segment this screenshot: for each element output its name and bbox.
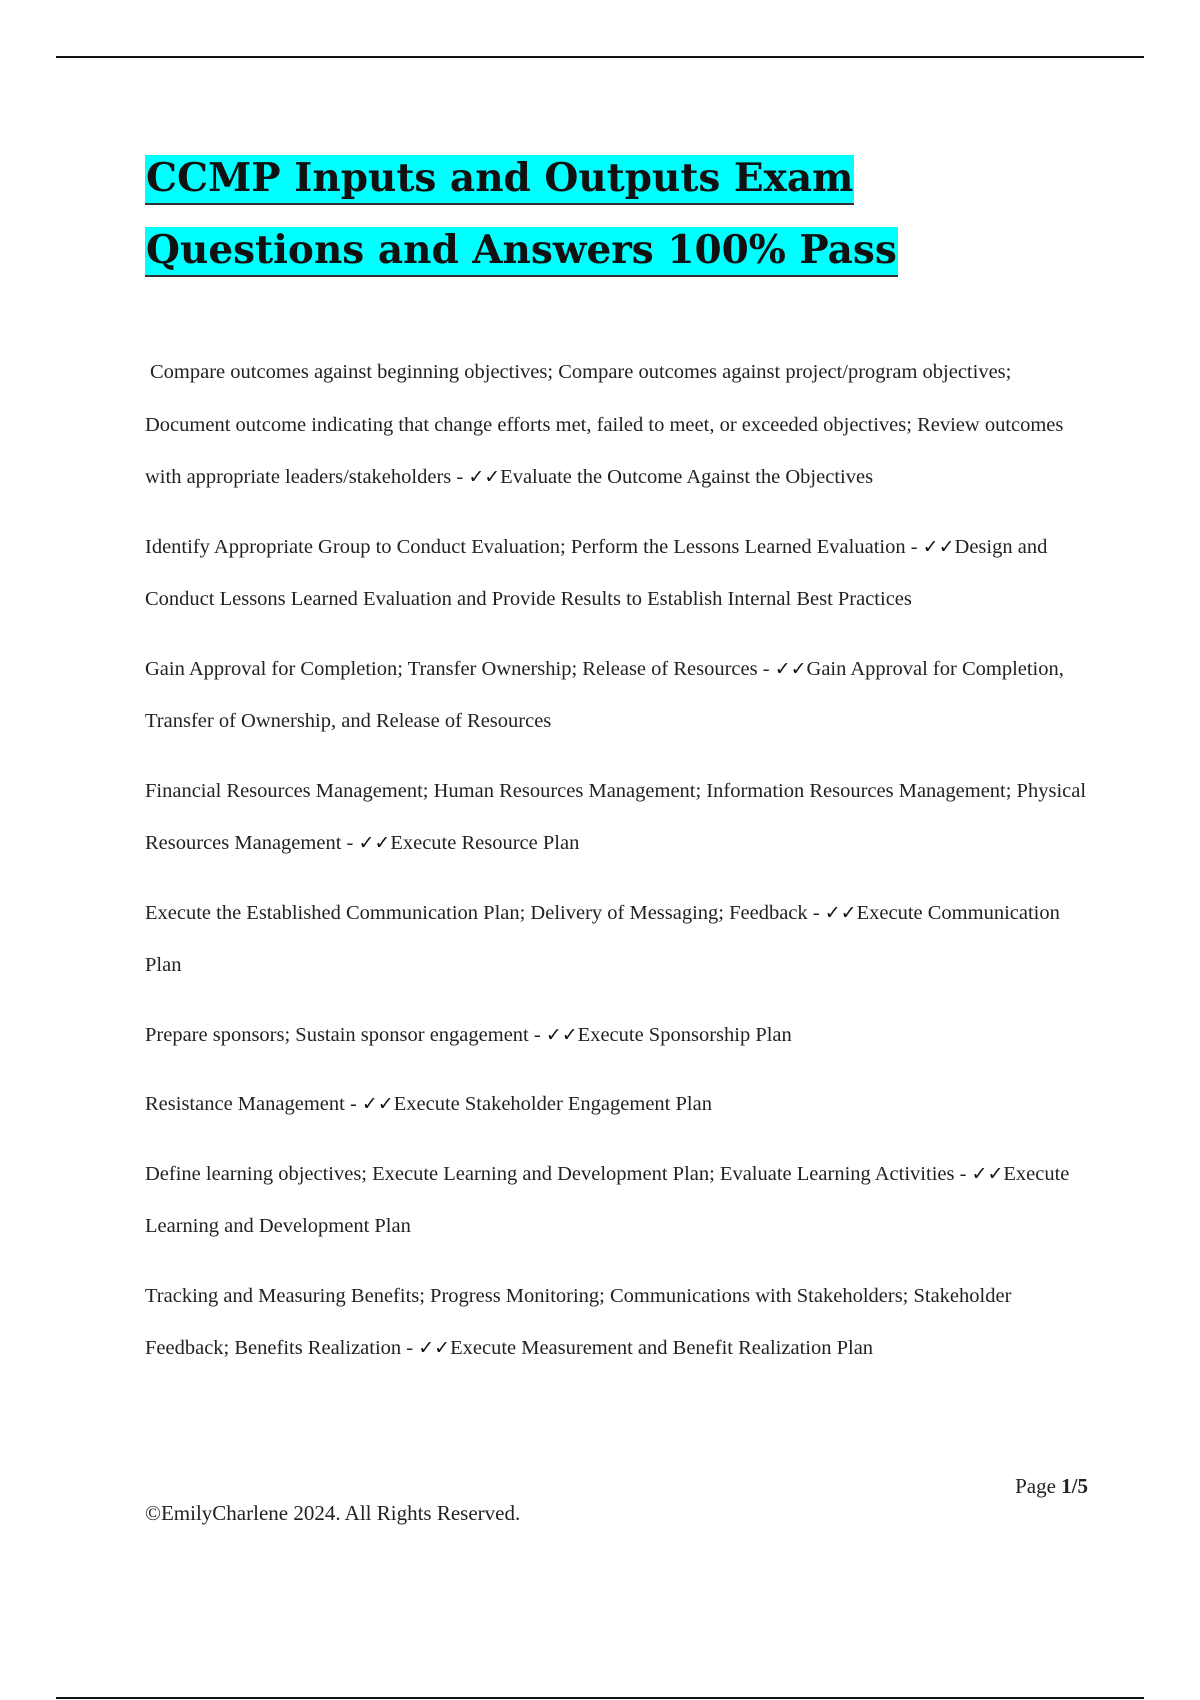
qa-item [145, 887, 1100, 992]
qa-separator: - [401, 1337, 419, 1359]
qa-item [145, 1148, 1100, 1253]
page-label: Page [1015, 1474, 1056, 1498]
qa-answer: Design and Conduct Lessons Learned Evaluation and Provide Results to Establish Internal Best Practices [145, 535, 1048, 610]
page-total: 5 [1077, 1474, 1088, 1498]
qa-question: Resistance Management [145, 1093, 345, 1115]
qa-answer: Execute Measurement and Benefit Realization Plan [450, 1337, 874, 1359]
qa-separator: - [807, 901, 825, 924]
qa-separator: - [954, 1162, 972, 1185]
qa-question: Identify Appropriate Group to Conduct Evaluation; Perform the Lessons Learned Evaluation [145, 535, 906, 558]
qa-question: Execute the Established Communication Plan; Delivery of Messaging; Feedback [145, 901, 808, 924]
copyright-notice: ©EmilyCharlene 2024. All Rights Reserved. [145, 1501, 521, 1525]
check-icon: ✓✓ [824, 901, 857, 924]
qa-item [145, 1009, 1100, 1062]
qa-question: Compare outcomes against beginning objectives; Compare outcomes against project/program objectives; Document outcome indicating that change efforts met, failed to meet, or exceeded objectives; Review outcomes with appropriate leaders/stakeholders [145, 361, 1064, 488]
qa-answer: Gain Approval for Completion, Transfer of Ownership, and Release of Resources [145, 657, 1064, 732]
qa-question: Tracking and Measuring Benefits; Progress Monitoring; Communications with Stakeholders; Stakeholder Feedback; Benefits Realization [145, 1284, 1012, 1359]
page-current: 1 [1061, 1474, 1072, 1498]
check-icon: ✓✓ [971, 1162, 1004, 1185]
qa-separator: - [905, 535, 923, 558]
header-rule [56, 56, 1144, 58]
qa-item [145, 765, 1100, 870]
check-icon: ✓✓ [418, 1337, 451, 1359]
qa-item [145, 521, 1100, 626]
footer-rule [56, 1697, 1144, 1699]
page-number: Page 1/5 [1015, 1474, 1088, 1498]
qa-question: Gain Approval for Completion; Transfer Ownership; Release of Resources [145, 657, 758, 680]
qa-question: Financial Resources Management; Human Resources Management; Information Resources Management; Physical Resources Management [145, 779, 1087, 854]
qa-separator: - [451, 466, 469, 488]
qa-question: Define learning objectives; Execute Learning and Development Plan; Evaluate Learning Activities [145, 1162, 955, 1185]
check-icon: ✓✓ [774, 657, 807, 680]
check-icon: ✓✓ [358, 832, 391, 854]
qa-item [145, 1078, 1100, 1131]
qa-separator: - [341, 832, 359, 854]
qa-question: Prepare sponsors; Sustain sponsor engagement [145, 1023, 529, 1046]
document-title-text: CCMP Inputs and Outputs Exam Questions and Answers 100% Pass [145, 155, 898, 277]
qa-item [145, 346, 1100, 504]
qa-item [145, 643, 1100, 748]
qa-list [145, 346, 1100, 1392]
qa-answer: Evaluate the Outcome Against the Objectives [500, 466, 874, 488]
check-icon: ✓✓ [361, 1093, 394, 1115]
check-icon: ✓✓ [922, 535, 955, 558]
check-icon: ✓✓ [545, 1023, 578, 1046]
qa-separator: - [757, 657, 775, 680]
qa-separator: - [344, 1093, 362, 1115]
qa-item [145, 1270, 1100, 1375]
qa-answer: Execute Learning and Development Plan [145, 1162, 1070, 1237]
qa-separator: - [528, 1023, 546, 1046]
qa-answer: Execute Resource Plan [390, 832, 580, 854]
check-icon: ✓✓ [468, 466, 501, 488]
qa-answer: Execute Communication Plan [145, 901, 1060, 976]
qa-answer: Execute Sponsorship Plan [577, 1023, 792, 1046]
qa-answer: Execute Stakeholder Engagement Plan [393, 1093, 712, 1115]
document-title [145, 142, 1085, 286]
